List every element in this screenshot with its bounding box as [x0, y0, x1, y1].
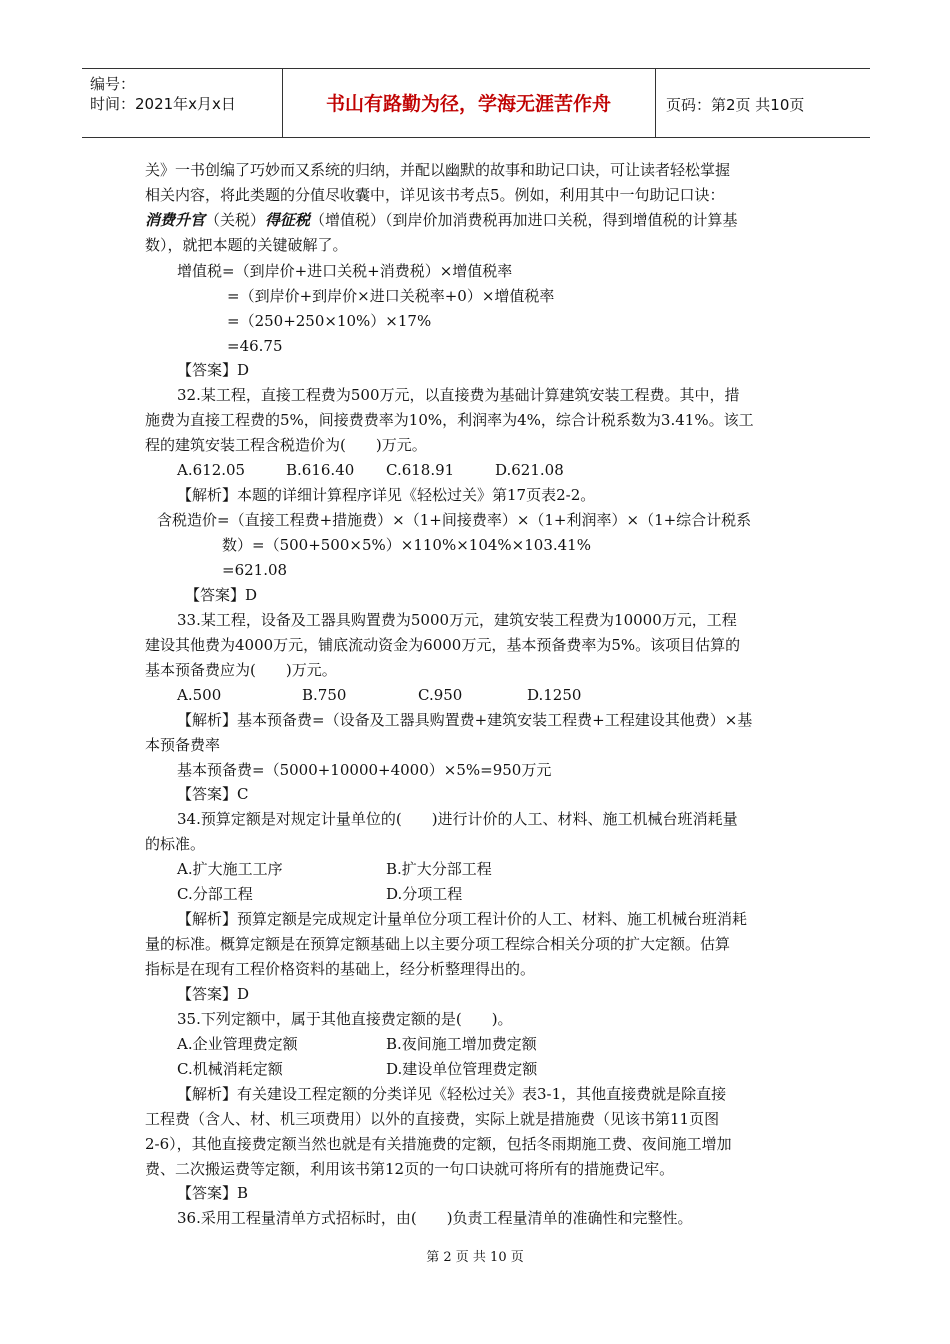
option-a: A.企业管理费定额	[177, 1035, 298, 1053]
analysis-line: 【解析】本题的详细计算程序详见《轻松过关》第17页表2-2。	[177, 486, 596, 504]
option-b: B.夜间施工增加费定额	[386, 1035, 537, 1053]
text-line: 关》一书创编了巧妙而又系统的归纳，并配以幽默的故事和助记口诀，可让读者轻松掌握	[145, 161, 731, 179]
option-a: A.500	[177, 686, 222, 704]
question-line: 32.某工程，直接工程费为500万元，以直接费为基础计算建筑安装工程费。其中，措	[177, 386, 740, 404]
option-b: B.616.40	[286, 461, 355, 479]
option-d: D.621.08	[495, 461, 564, 479]
question-line: 36.采用工程量清单方式招标时，由( )负责工程量清单的准确性和完整性。	[177, 1209, 693, 1227]
answer-line: 【答案】D	[185, 586, 258, 604]
header-meta	[90, 74, 236, 114]
text-line: 数），就把本题的关键破解了。	[145, 236, 348, 254]
option-b: B.扩大分部工程	[386, 860, 492, 878]
option-a: A.扩大施工工序	[177, 860, 283, 878]
formula-line: =（到岸价+到岸价×进口关税率+0）×增值税率	[227, 287, 555, 305]
question-line: 施费为直接工程费的5%，间接费费率为10%，利润率为4%，综合计税系数为3.41%。该工	[145, 411, 754, 429]
answer-line: 【答案】D	[177, 361, 250, 379]
analysis-line: 指标是在现有工程价格资料的基础上，经分析整理得出的。	[145, 960, 536, 978]
formula-line: =46.75	[227, 337, 283, 355]
page-footer: 第 2 页 共 10 页	[426, 1250, 524, 1265]
question-line: 33.某工程，设备及工器具购置费为5000万元，建筑安装工程费为10000万元，工程	[177, 611, 737, 629]
formula-line: 数）=（500+500×5%）×110%×104%×103.41%	[222, 536, 591, 554]
option-c: C.机械消耗定额	[177, 1060, 283, 1078]
formula-line: =（250+250×10%）×17%	[227, 312, 432, 330]
option-b: B.750	[302, 686, 347, 704]
analysis-line: 【解析】有关建设工程定额的分类详见《轻松过关》表3-1，其他直接费就是除直接	[177, 1085, 727, 1103]
text-line: 相关内容，将此类题的分值尽收囊中，详见该书考点5。例如，利用其中一句助记口诀：	[145, 186, 725, 204]
page-header	[82, 68, 870, 138]
option-d: D.分项工程	[386, 885, 463, 903]
analysis-line: 【解析】基本预备费=（设备及工器具购置费+建筑安装工程费+工程建设其他费）×基	[177, 711, 753, 729]
analysis-line: 【解析】预算定额是完成规定计量单位分项工程计价的人工、材料、施工机械台班消耗	[177, 910, 748, 928]
question-line: 34.预算定额是对规定计量单位的( )进行计价的人工、材料、施工机械台班消耗量	[177, 810, 738, 828]
header-divider	[655, 69, 656, 137]
text-line	[145, 210, 738, 230]
answer-line: 【答案】B	[177, 1184, 249, 1202]
mnemonic-text: 消费升官	[145, 211, 206, 229]
option-a: A.612.05	[177, 461, 246, 479]
question-line: 35.下列定额中，属于其他直接费定额的是( )。	[177, 1010, 513, 1028]
option-c: C.分部工程	[177, 885, 253, 903]
analysis-line: 2-6），其他直接费定额当然也就是有关措施费的定额，包括冬雨期施工费、夜间施工增加	[145, 1135, 732, 1153]
question-line: 建设其他费为4000万元，铺底流动资金为6000万元，基本预备费率为5%。该项目估算的	[145, 636, 741, 654]
answer-line: 【答案】D	[177, 985, 250, 1003]
option-c: C.950	[418, 686, 463, 704]
page-label: 页码：第2页 共10页	[666, 96, 805, 114]
option-d: D.建设单位管理费定额	[386, 1060, 538, 1078]
question-line: 程的建筑安装工程含税造价为( )万元。	[145, 436, 427, 454]
question-line: 基本预备费应为( )万元。	[145, 661, 337, 679]
analysis-line: 量的标准。概算定额是在预算定额基础上以主要分项工程综合相关分项的扩大定额。估算	[145, 935, 731, 953]
formula-line: =621.08	[222, 561, 288, 579]
analysis-line: 费、二次搬运费等定额，利用该书第12页的一句口诀就可将所有的措施费记牢。	[145, 1160, 675, 1178]
motto: 书山有路勤为径，学海无涯苦作舟	[325, 93, 611, 115]
analysis-line: 工程费（含人、材、机三项费用）以外的直接费，实际上就是措施费（见该书第11页图	[145, 1110, 720, 1128]
formula-line: 增值税=（到岸价+进口关税+消费税）×增值税率	[177, 262, 513, 280]
text-fragment: （增值税）（到岸价加消费税再加进口关税，得到增值税的计算基	[310, 211, 738, 229]
time-label: 时间：2021年x月x日	[90, 95, 236, 113]
analysis-line: 本预备费率	[145, 736, 221, 754]
mnemonic-text: 得征税	[265, 211, 311, 229]
question-line: 的标准。	[145, 835, 206, 853]
option-d: D.1250	[527, 686, 582, 704]
formula-line: 含税造价=（直接工程费+措施费）×（1+间接费率）×（1+利润率）×（1+综合计税系	[157, 511, 752, 529]
answer-line: 【答案】C	[177, 785, 249, 803]
option-c: C.618.91	[386, 461, 455, 479]
number-label: 编号：	[90, 75, 136, 93]
text-fragment: （关税）	[205, 211, 266, 229]
formula-line: 基本预备费=（5000+10000+4000）×5%=950万元	[177, 761, 552, 779]
